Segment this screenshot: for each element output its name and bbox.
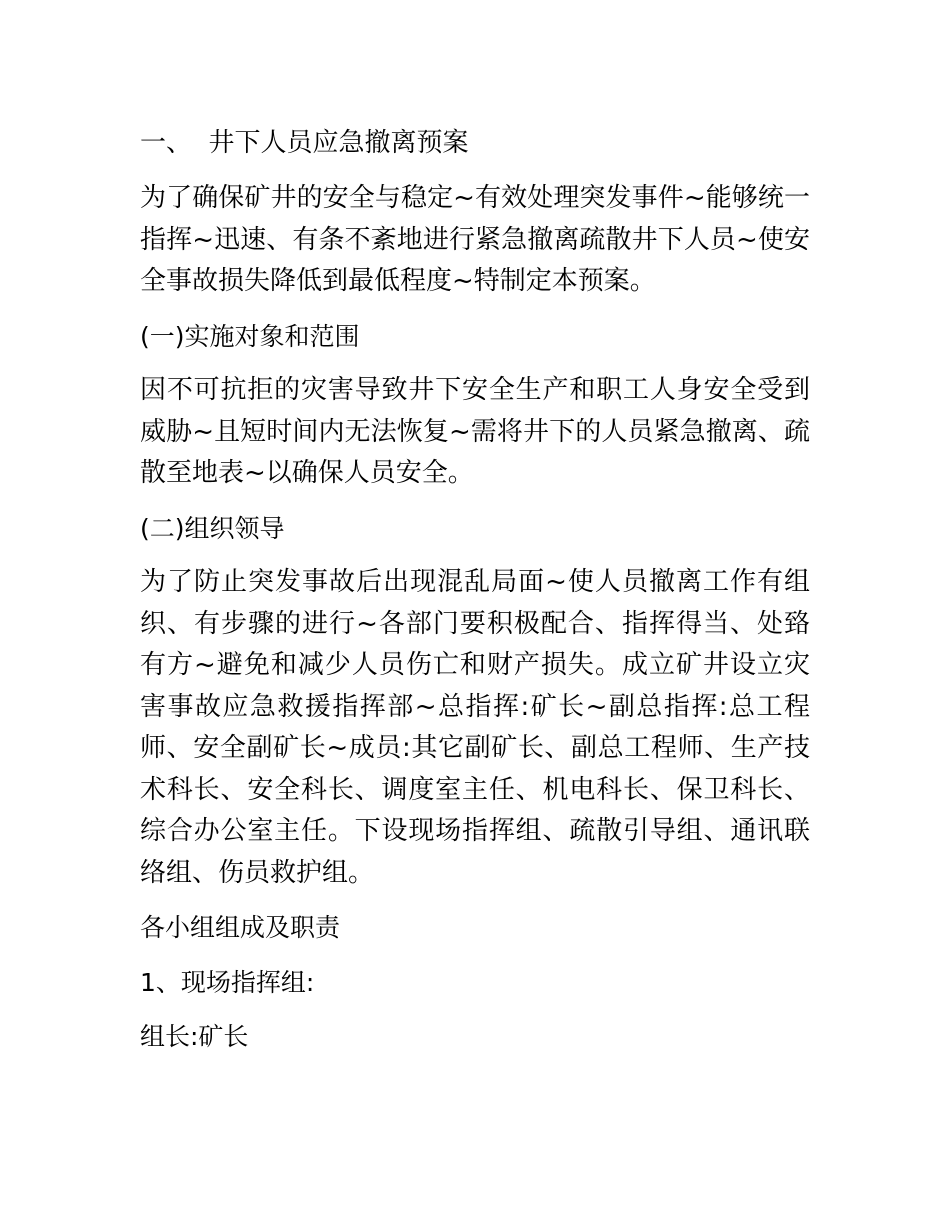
group1-heading: 1、现场指挥组: <box>140 967 315 997</box>
section1-heading: (一)实施对象和范围 <box>140 321 360 351</box>
document-title: 一、 井下人员应急撤离预案 <box>140 128 469 158</box>
group1-leader: 组长:矿长 <box>140 1022 249 1051</box>
section2-body: 为了防止突发事故后出现混乱局面~使人员撤离工作有组织、有步骤的进行~各部门要积极配合、指挥得当、处臵有方~避免和减少人员伤亡和财产损失。成立矿井设立灾害事故应急救援指挥部~总指挥:矿长~副总指挥:总工程师、安全副矿长~成员:其它副矿长、副总工程师、生产技术科长、安全科长、调度室主任、机电科长、保卫科长、综合办公室主任。下设现场指挥组、疏散引导组、通讯联络组、伤员救护组。 <box>140 567 810 888</box>
groups-heading: 各小组组成及职责 <box>140 913 341 942</box>
intro-paragraph: 为了确保矿井的安全与稳定~有效处理突发事件~能够统一指挥~迅速、有条不紊地进行紧急撤离疏散井下人员~使安全事故损失降低到最低程度~特制定本预案。 <box>140 183 810 296</box>
section1-body: 因不可抗拒的灾害导致井下安全生产和职工人身安全受到威胁~且短时间内无法恢复~需将井下的人员紧急撤离、疏散至地表~以确保人员安全。 <box>140 375 810 488</box>
document-page <box>140 122 810 1071</box>
section2-heading: (二)组织领导 <box>140 513 285 543</box>
